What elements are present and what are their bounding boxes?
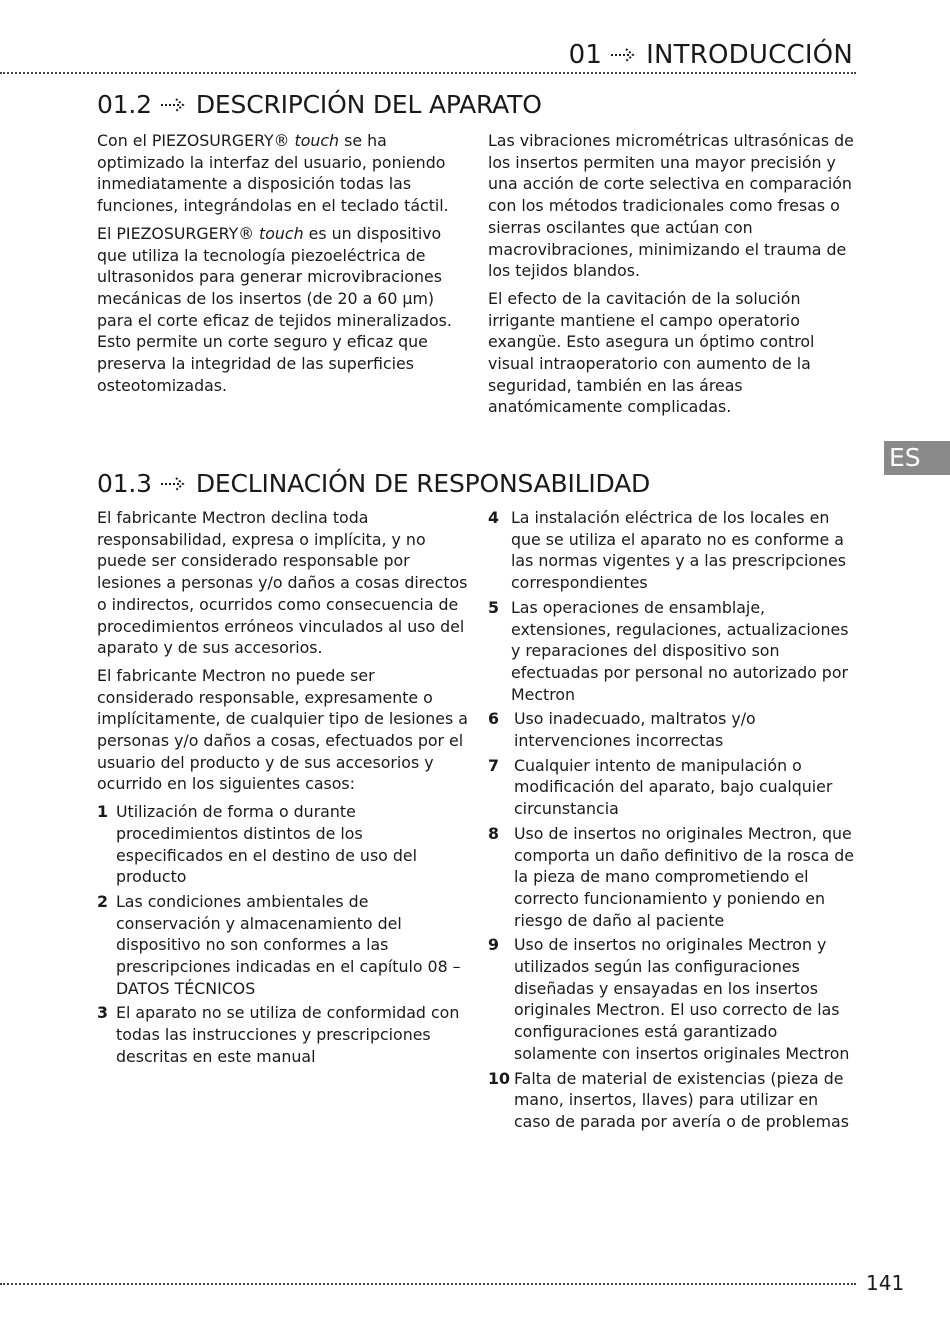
dotted-arrow-icon	[160, 476, 188, 492]
description-paragraph-3: Las vibraciones micrométricas ultrasónicas de los insertos permiten una mayor precisión y una acción de corte selectiva en comparación con los métodos tradicionales como fresas o sierras oscilantes que actúan con macrovibraciones, minimizando el trauma de los tejidos blandos.	[488, 131, 854, 281]
disclaimer-list-right	[488, 507, 856, 1133]
list-text: La instalación eléctrica de los locales en que se utiliza el aparato no es conforme a las normas vigentes y a las prescripciones correspondientes	[511, 508, 847, 593]
list-item	[97, 801, 472, 888]
list-number: 2	[97, 891, 108, 911]
list-number: 7	[488, 755, 499, 775]
page-number: 141	[866, 1271, 905, 1295]
product-variant-italic: touch	[294, 131, 340, 150]
list-item	[488, 934, 856, 1064]
text-run: es un dispositivo que utiliza la tecnología piezoeléctrica de ultrasonidos para generar microvibraciones mecánicas de los insertos (de 20 a 60 µm) para el corte eficaz de tejidos mineralizados. Esto permite un corte seguro y eficaz que preserva la integridad de las superficies osteotomizadas.	[97, 223, 452, 395]
description-column-right	[488, 130, 858, 424]
list-text: Utilización de forma o durante procedimientos distintos de los especificados en el destino de uso del producto	[116, 802, 417, 887]
list-text: Las operaciones de ensamblaje, extensiones, regulaciones, actualizaciones y reparaciones del dispositivo son efectuadas por personal no autorizado por Mectron	[511, 597, 849, 704]
language-tab: ES	[884, 441, 950, 475]
list-item	[488, 708, 856, 751]
text-run: Con el PIEZOSURGERY®	[97, 131, 295, 150]
chapter-number: 01	[568, 40, 603, 70]
list-number: 8	[488, 823, 499, 843]
disclaimer-column-right	[488, 507, 856, 1136]
list-number: 9	[488, 935, 499, 955]
product-variant-italic: touch	[259, 223, 304, 243]
chapter-header	[569, 40, 853, 70]
list-item	[97, 891, 472, 1000]
list-item	[488, 823, 856, 932]
disclaimer-list-left	[97, 801, 472, 1067]
chapter-title: INTRODUCCIÓN	[646, 40, 853, 70]
description-paragraph-4: El efecto de la cavitación de la solución irrigante mantiene el campo operatorio exangüe. Esto asegura un óptimo control visual intraoperatorio con aumento de la seguridad, también en las áreas anatómicamente complicadas.	[488, 288, 815, 417]
list-item	[488, 1068, 856, 1133]
dotted-arrow-icon	[160, 97, 188, 113]
list-text: Uso de insertos no originales Mectron y utilizados según las configuraciones diseñadas y ensayadas en los insertos originales Mectron. El uso correcto de las configuraciones está garantizado solamente con insertos originales Mectron	[514, 935, 850, 1063]
dotted-arrow-icon	[610, 47, 638, 63]
list-text: Uso inadecuado, maltratos y/o intervenciones incorrectas	[514, 709, 756, 751]
text-run: El PIEZOSURGERY®	[97, 223, 260, 243]
description-column-left	[97, 130, 472, 402]
description-paragraph-2	[97, 223, 472, 397]
section-title: DESCRIPCIÓN DEL APARATO	[195, 90, 542, 119]
bottom-dotted-rule	[0, 1283, 856, 1285]
list-number: 4	[488, 508, 499, 527]
list-item	[488, 755, 856, 820]
list-text: Uso de insertos no originales Mectron, que comporta un daño definitivo de la rosca de la pieza de mano comprometiendo el correcto funcionamiento y poniendo en riesgo de daño al paciente	[514, 823, 855, 930]
disclaimer-column-left	[97, 507, 472, 1071]
description-paragraph-1	[97, 130, 472, 217]
text-run: se ha optimizado la interfaz del usuario, poniendo inmediatamente a disposición todas las funciones, integrándolas en el teclado táctil.	[97, 131, 449, 216]
list-item	[97, 1002, 472, 1067]
section-number: 01.3	[97, 469, 152, 498]
list-number: 5	[488, 597, 499, 617]
top-dotted-rule	[0, 72, 856, 74]
section-heading-disclaimer	[97, 469, 650, 498]
list-item	[488, 507, 856, 594]
list-number: 6	[488, 709, 499, 729]
list-text: Falta de material de existencias (pieza de mano, insertos, llaves) para utilizar en caso de parada por avería o de problemas	[514, 1068, 849, 1131]
section-title: DECLINACIÓN DE RESPONSABILIDAD	[195, 469, 651, 498]
list-number: 3	[97, 1003, 108, 1023]
list-text: El aparato no se utiliza de conformidad con todas las instrucciones y prescripciones descritas en este manual	[116, 1003, 460, 1066]
list-item	[488, 597, 856, 706]
disclaimer-paragraph-2: El fabricante Mectron no puede ser considerado responsable, expresamente o implícitamente, de cualquier tipo de lesiones a personas y/o daños a cosas, efectuados por el usuario del producto y de sus accesorios y ocurrido en los siguientes casos:	[97, 665, 468, 794]
list-number: 1	[97, 802, 108, 822]
list-text: Cualquier intento de manipulación o modificación del aparato, bajo cualquier circunstancia	[514, 755, 833, 819]
section-number: 01.2	[97, 90, 152, 119]
list-number: 10	[488, 1068, 510, 1088]
section-heading-description	[97, 90, 542, 119]
list-text: Las condiciones ambientales de conservación y almacenamiento del dispositivo no son conformes a las prescripciones indicadas en el capítulo 08 – DATOS TÉCNICOS	[116, 891, 461, 998]
disclaimer-paragraph-1: El fabricante Mectron declina toda responsabilidad, expresa o implícita, y no puede ser considerado responsable por lesiones a personas y/o daños a cosas directos o indirectos, ocurridos como consecuencia de procedimientos erróneos vinculados al uso del aparato y de sus accesorios.	[97, 508, 468, 658]
